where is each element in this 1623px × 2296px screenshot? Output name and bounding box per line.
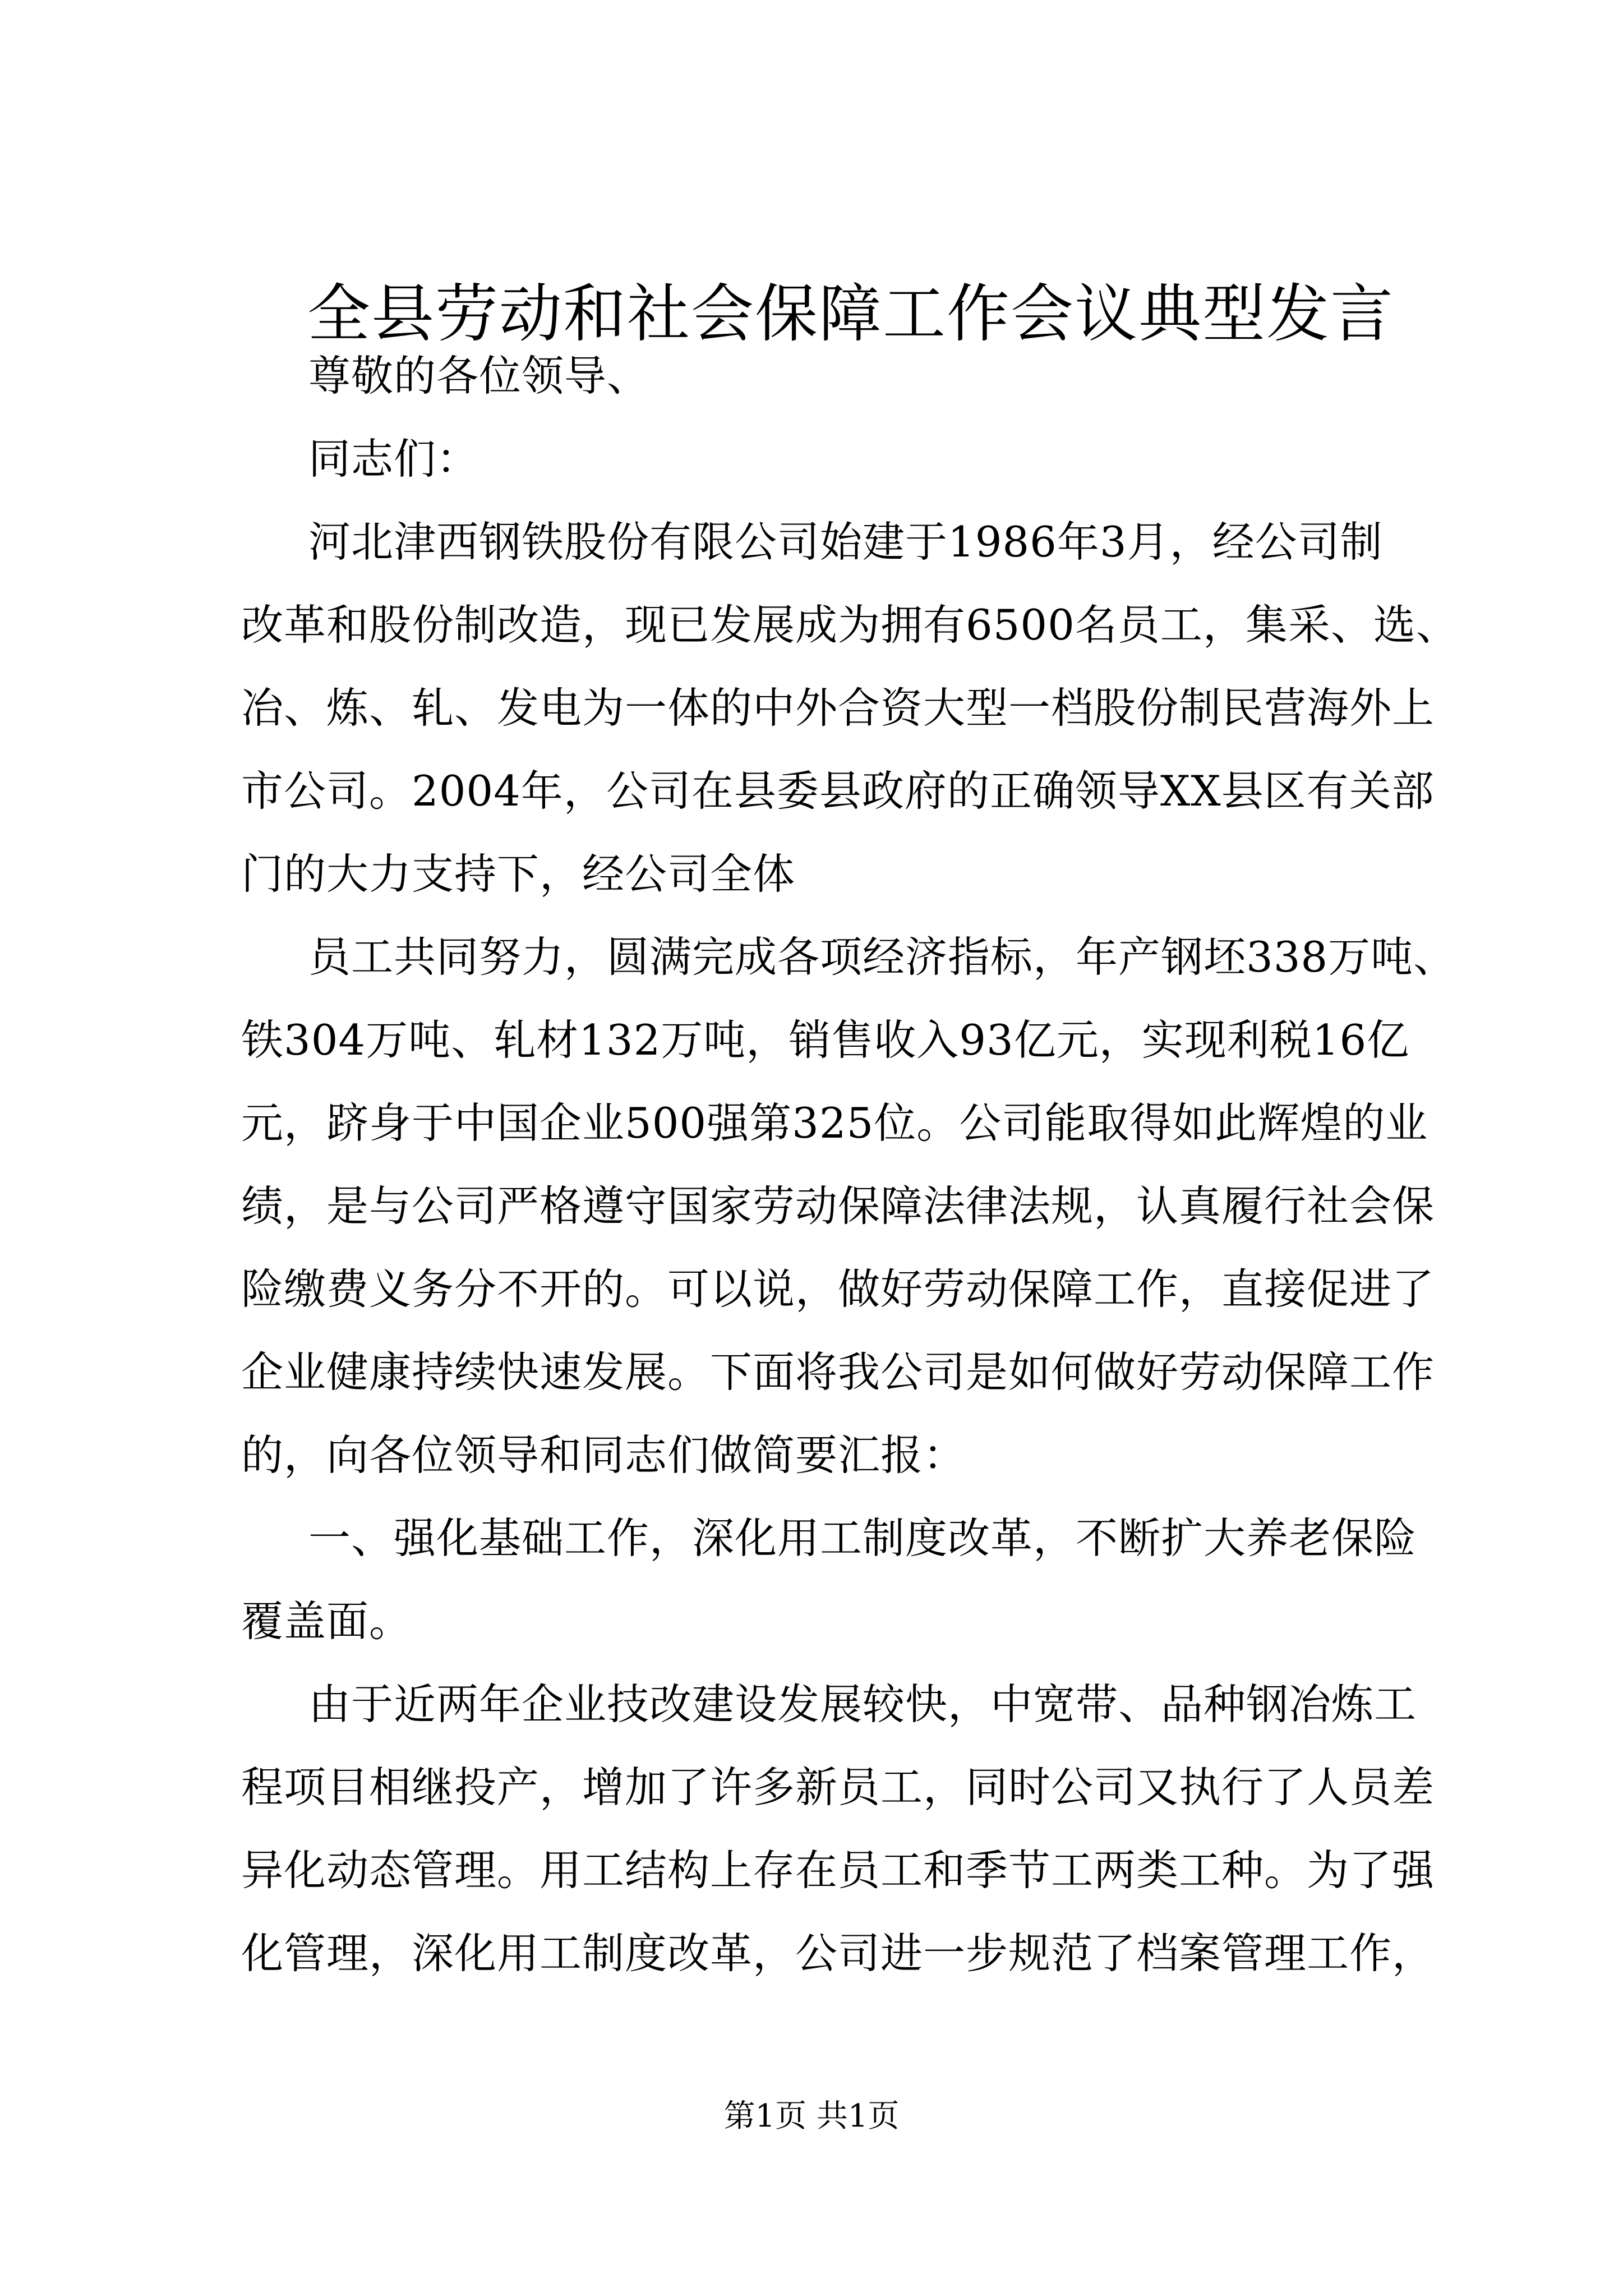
paragraph-3-line-1: 由于近两年企业技改建设发展较快，中宽带、品种钢冶炼工 [308, 1680, 1417, 1729]
document-title: 全县劳动和社会保障工作会议典型发言 [307, 278, 1394, 351]
document-body [241, 334, 1459, 1995]
greeting-line-2: 同志们： [308, 434, 479, 484]
paragraph-1-line-4: 市公司。2004年，公司在县委县政府的正确领导XX县区有关部 [241, 766, 1435, 816]
paragraph-2-line-1: 员工共同努力，圆满完成各项经济指标，年产钢坯338万吨、 [308, 932, 1456, 982]
paragraph-1-line-2: 改革和股份制改造，现已发展成为拥有6500名员工，集采、选、 [241, 600, 1459, 650]
paragraph-2-line-3: 元，跻身于中国企业500强第325位。公司能取得如此辉煌的业 [241, 1098, 1428, 1148]
paragraph-1-line-3: 冶、炼、轧、发电为一体的中外合资大型一档股份制民营海外上 [241, 683, 1435, 733]
paragraph-2-line-6: 企业健康持续快速发展。下面将我公司是如何做好劳动保障工作 [241, 1347, 1435, 1397]
page-footer: 第1页 共1页 [723, 2098, 900, 2134]
paragraph-2-line-2: 铁304万吨、轧材132万吨，销售收入93亿元，实现利税16亿 [241, 1015, 1410, 1065]
paragraph-3-line-2: 程项目相继投产，增加了许多新员工，同时公司又执行了人员差 [241, 1763, 1435, 1812]
paragraph-2-line-7: 的，向各位领导和同志们做简要汇报： [241, 1430, 966, 1480]
paragraph-3-line-4: 化管理，深化用工制度改革，公司进一步规范了档案管理工作， [241, 1929, 1435, 1978]
paragraph-1-line-5: 门的大力支持下，经公司全体 [241, 849, 796, 899]
paragraph-3-line-3: 异化动态管理。用工结构上存在员工和季节工两类工种。为了强 [241, 1846, 1435, 1895]
paragraph-1-line-1: 河北津西钢铁股份有限公司始建于1986年3月，经公司制 [308, 517, 1383, 567]
paragraph-2-line-4: 绩，是与公司严格遵守国家劳动保障法律法规，认真履行社会保 [241, 1181, 1435, 1231]
greeting-line-1: 尊敬的各位领导、 [308, 351, 650, 401]
section-heading-line-2: 覆盖面。 [241, 1596, 412, 1646]
section-heading-line-1: 一、强化基础工作，深化用工制度改革，不断扩大养老保险 [308, 1513, 1417, 1563]
paragraph-2-line-5: 险缴费义务分不开的。可以说，做好劳动保障工作，直接促进了 [241, 1264, 1435, 1314]
